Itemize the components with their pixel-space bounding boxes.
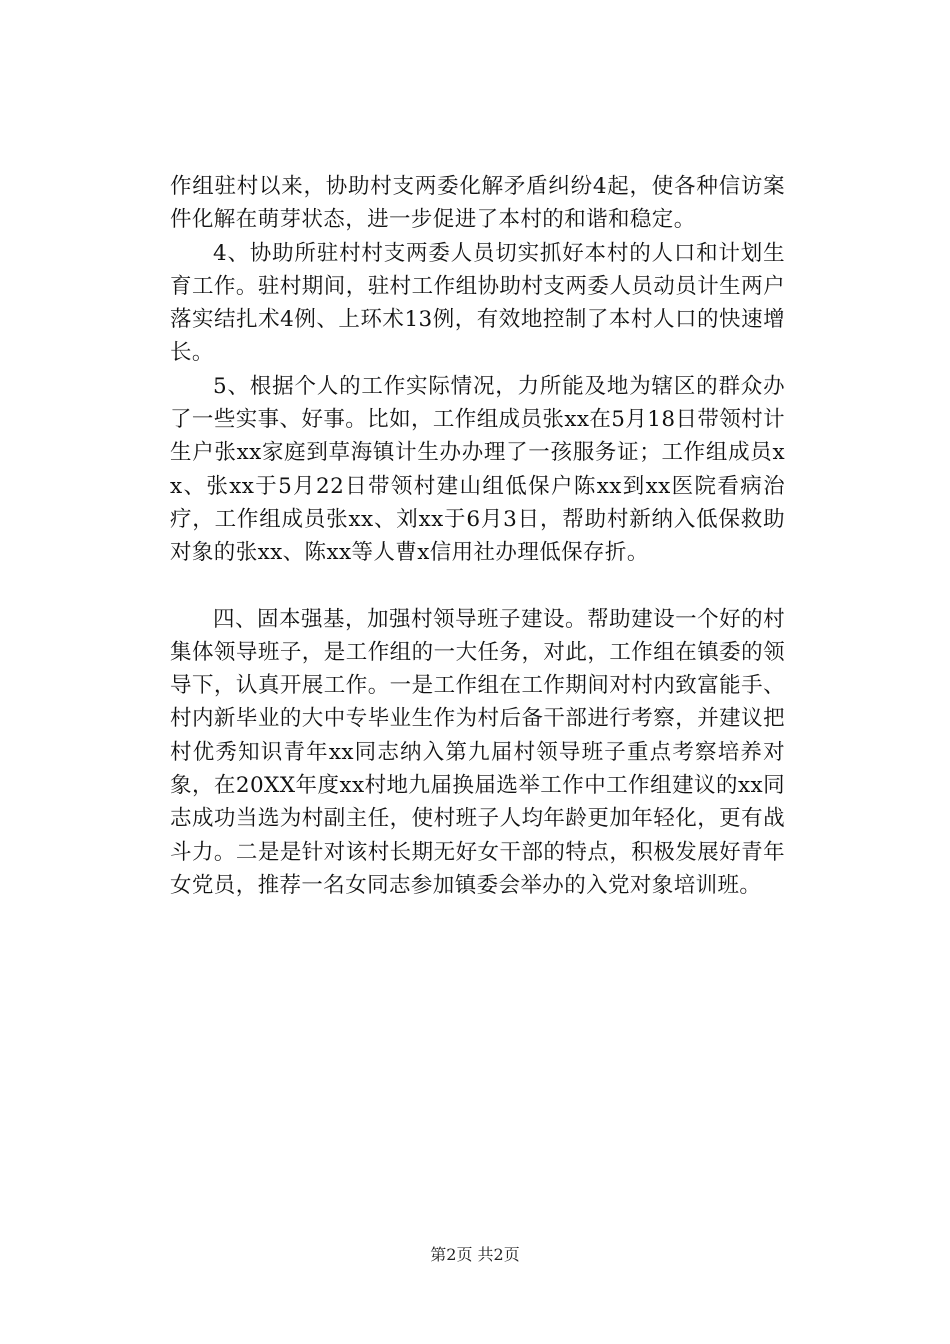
paragraph-section-four: 四、固本强基，加强村领导班子建设。帮助建设一个好的村集体领导班子，是工作组的一大任务，对此，工作组在镇委的领导下，认真开展工作。一是工作组在工作期间对村内致富能手、村内新毕业的大中专毕业生作为村后备干部进行考察，并建议把村优秀知识青年xx同志纳入第九届村领导班子重点考察培养对象，在20XX年度xx村地九届换届选举工作中工作组建议的xx同志成功当选为村副主任，使村班子人均年龄更加年轻化，更有战斗力。二是是针对该村长期无好女干部的特点，积极发展好青年女党员，推荐一名女同志参加镇委会举办的入党对象培训班。 bbox=[170, 606, 785, 898]
paragraph-item-5: 5、根据个人的工作实际情况，力所能及地为辖区的群众办了一些实事、好事。比如，工作组成员张xx在5月18日带领村计生户张xx家庭到草海镇计生办办理了一孩服务证；工作组成员xx、张xx于5月22日带领村建山组低保户陈xx到xx医院看病治疗，工作组成员张xx、刘xx于6月3日，帮助村新纳入低保救助对象的张xx、陈xx等人曹x信用社办理低保存折。 bbox=[170, 373, 785, 566]
paragraph-spacer bbox=[170, 570, 785, 603]
paragraph-item-4: 4、协助所驻村村支两委人员切实抓好本村的人口和计划生育工作。驻村期间，驻村工作组协助村支两委人员动员计生两户落实结扎术4例、上环术13例，有效地控制了本村人口的快速增长。 bbox=[170, 240, 785, 366]
document-body bbox=[170, 170, 785, 902]
paragraph-continuation: 作组驻村以来，协助村支两委化解矛盾纠纷4起，使各种信访案件化解在萌芽状态，进一步促进了本村的和谐和稳定。 bbox=[170, 174, 785, 233]
page-number-footer: 第2页 共2页 bbox=[430, 1245, 520, 1264]
